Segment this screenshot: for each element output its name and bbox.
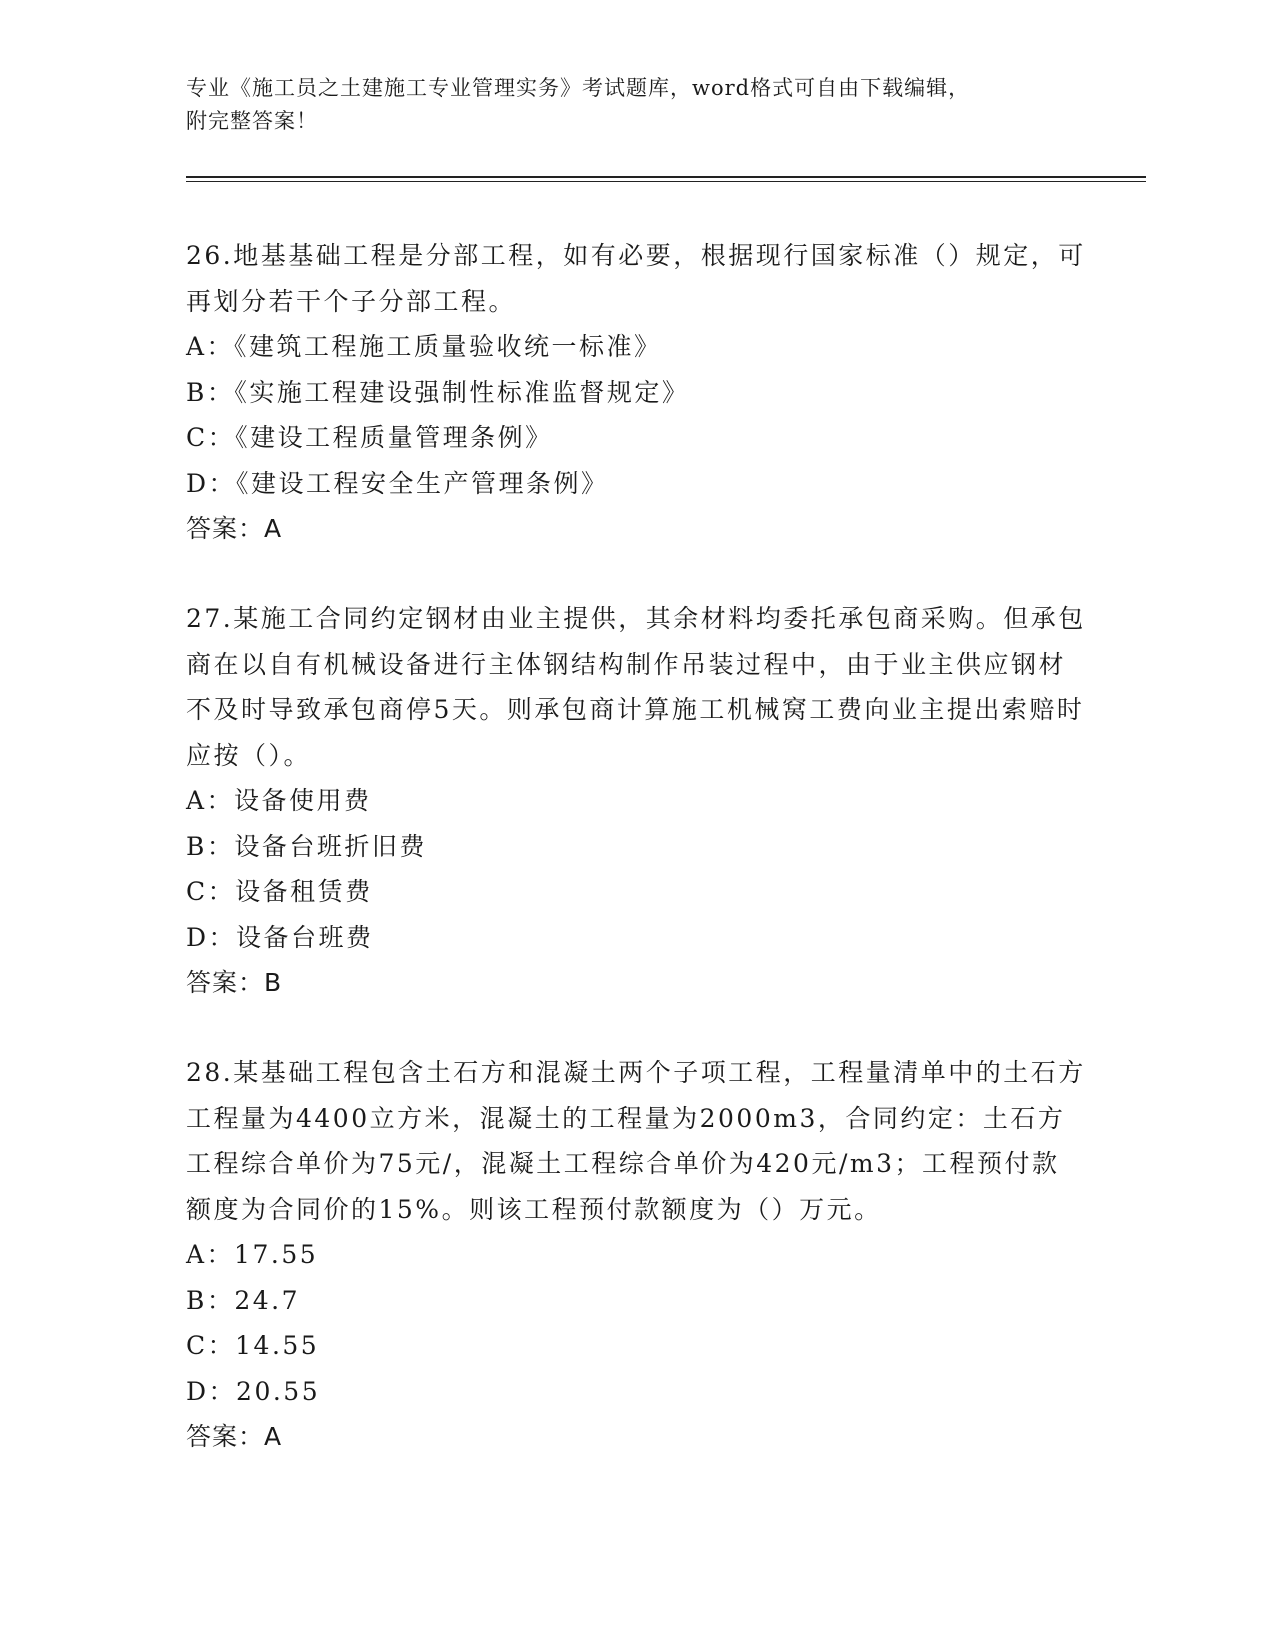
question-stem: 26.地基基础工程是分部工程，如有必要，根据现行国家标准（）规定，可再划分若干个子分部工程。 [186,241,1086,316]
question-26 [186,233,1086,552]
option-c: C：《建设工程质量管理条例》 [186,423,553,452]
option-b: B：设备台班折旧费 [186,831,427,861]
option-c: C：设备租赁费 [186,877,373,906]
option-b: B：24.7 [186,1285,301,1315]
header-divider [186,176,1146,182]
document-header [186,72,1086,138]
option-c: C：14.55 [186,1331,320,1360]
question-28 [186,1050,1086,1460]
option-a: A：设备使用费 [186,786,372,815]
option-a: A：《建筑工程施工质量验收统一标准》 [186,332,662,361]
answer: 答案：A [186,514,283,543]
question-stem: 27.某施工合同约定钢材由业主提供，其余材料均委托承包商采购。但承包商在以自有机械设备进行主体钢结构制作吊装过程中，由于业主供应钢材不及时导致承包商停5天。则承包商计算施工机械窝工费向业主提出索赔时应按（）。 [186,604,1086,770]
question-27 [186,596,1086,1006]
question-stem: 28.某基础工程包含土石方和混凝土两个子项工程，工程量清单中的土石方工程量为4400立方米，混凝土的工程量为2000m3，合同约定：土石方工程综合单价为75元/，混凝土工程综合单价为420元/m3；工程预付款额度为合同价的15%。则该工程预付款额度为（）万元。 [186,1058,1086,1224]
answer: 答案：B [186,968,283,997]
answer: 答案：A [186,1422,283,1451]
option-d: D：《建设工程安全生产管理条例》 [186,468,609,498]
header-line-2: 附完整答案！ [186,109,318,133]
option-b: B：《实施工程建设强制性标准监督规定》 [186,377,690,407]
option-d: D：设备台班费 [186,922,374,952]
header-line-1: 专业《施工员之土建施工专业管理实务》考试题库，word格式可自由下载编辑， [186,76,971,100]
option-a: A：17.55 [186,1240,319,1269]
option-d: D：20.55 [186,1376,321,1406]
